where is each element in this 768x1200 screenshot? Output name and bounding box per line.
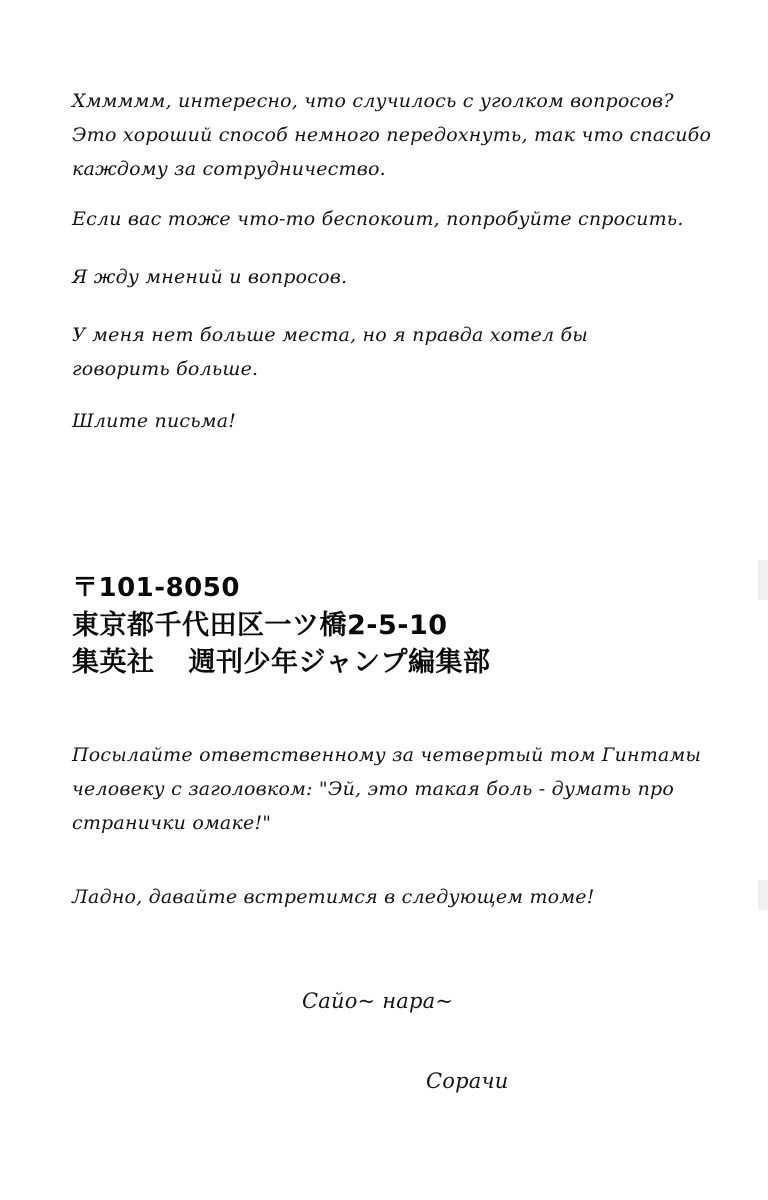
- paragraph-send-letters: [72, 404, 236, 438]
- street-address: 東京都千代田区一ツ橋2-5-10: [72, 610, 448, 641]
- text-line: Хммммм, интересно, что случилось с уголком вопросов?: [72, 90, 674, 112]
- postal-code: 〒101-8050: [72, 573, 240, 603]
- text-line: Если вас тоже что-то беспокоит, попробуйте спросить.: [72, 208, 684, 230]
- company-name: 集英社: [72, 647, 155, 678]
- text-line: Ладно, давайте встретимся в следующем томе!: [72, 886, 595, 908]
- text-line: Сайо~ нара~: [302, 989, 454, 1013]
- paragraph-instructions: [72, 738, 701, 840]
- text-line: Сорачи: [426, 1069, 509, 1093]
- paragraph-waiting: [72, 260, 347, 294]
- paragraph-intro: [72, 84, 711, 186]
- signature: [426, 1064, 508, 1098]
- text-line: странички омаке!": [72, 812, 272, 834]
- text-line: говорить больше.: [72, 358, 259, 380]
- text-line: Это хороший способ немного передохнуть, так что спасибо: [72, 124, 712, 146]
- mailing-address: [72, 570, 490, 681]
- recipient-line: [72, 644, 490, 681]
- paragraph-space: [72, 318, 588, 386]
- scan-edge-mark: [758, 560, 768, 600]
- text-line: У меня нет больше места, но я правда хотел бы: [72, 324, 588, 346]
- text-line: человеку с заголовком: "Эй, это такая боль - думать про: [72, 778, 675, 800]
- paragraph-ask: [72, 202, 684, 236]
- paragraph-next-volume: [72, 880, 595, 914]
- text-line: Я жду мнений и вопросов.: [72, 266, 348, 288]
- scan-edge-mark: [758, 880, 768, 910]
- farewell: [302, 984, 453, 1018]
- text-line: каждому за сотрудничество.: [72, 158, 386, 180]
- text-line: Шлите письма!: [72, 410, 237, 432]
- department-name: 週刊少年ジャンプ編集部: [188, 647, 491, 678]
- text-line: Посылайте ответственному за четвертый том Гинтамы: [72, 744, 702, 766]
